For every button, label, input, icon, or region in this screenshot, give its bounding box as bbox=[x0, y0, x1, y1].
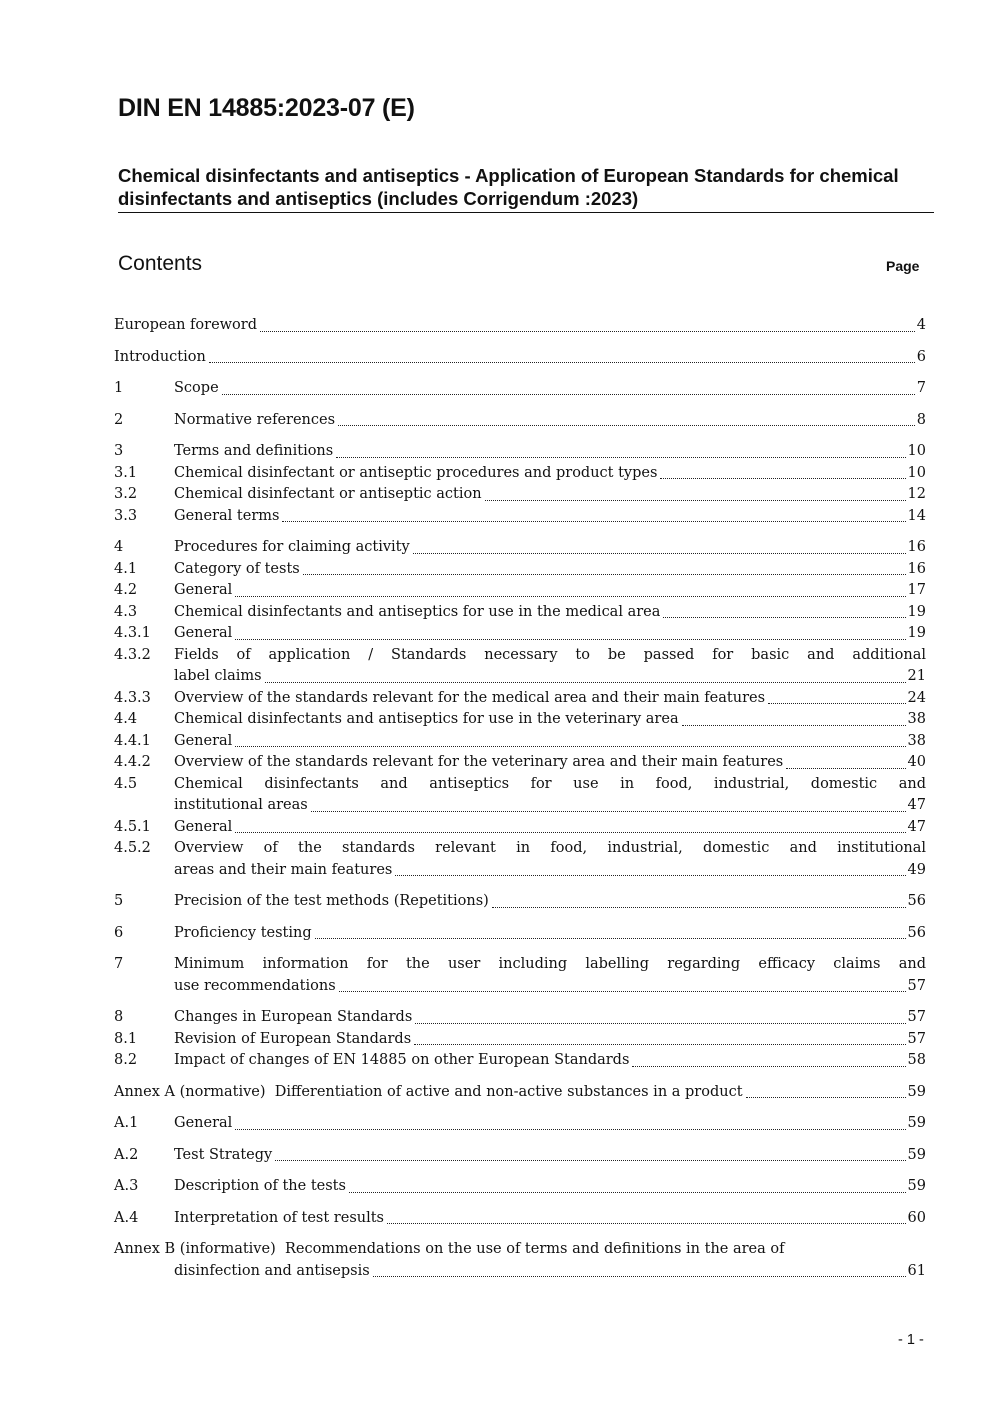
toc-page: 59 bbox=[907, 1178, 926, 1194]
toc-entry[interactable] bbox=[114, 347, 926, 369]
toc-page: 56 bbox=[907, 893, 926, 909]
toc-entry[interactable] bbox=[114, 731, 926, 753]
toc-entry[interactable] bbox=[114, 1176, 926, 1198]
toc-leader bbox=[492, 907, 906, 908]
toc-page: 58 bbox=[907, 1052, 926, 1068]
toc-title: Scope bbox=[174, 380, 219, 396]
toc-number: 4 bbox=[114, 539, 124, 555]
toc-title: Description of the tests bbox=[174, 1178, 346, 1194]
toc-leader bbox=[632, 1066, 905, 1067]
toc-leader bbox=[395, 875, 905, 876]
toc-title: Normative references bbox=[174, 411, 336, 428]
toc-title: Overview of the standards relevant for the veterinary area and their main features bbox=[174, 754, 784, 770]
toc-leader bbox=[265, 682, 906, 683]
toc-leader bbox=[373, 1276, 906, 1277]
toc-entry[interactable] bbox=[114, 1113, 926, 1135]
toc-title: Minimum information for the user including labelling regarding efficacy claims and bbox=[174, 956, 926, 972]
toc-leader bbox=[682, 725, 906, 726]
toc-entry[interactable] bbox=[114, 1050, 926, 1072]
toc-title: Introduction bbox=[114, 348, 206, 365]
toc-leader bbox=[786, 768, 905, 769]
toc-title: Terms and definitions bbox=[174, 443, 334, 459]
toc-entry[interactable] bbox=[114, 1007, 926, 1029]
toc-title: Chemical disinfectants and antiseptics for use in the medical area bbox=[174, 603, 661, 620]
toc-leader bbox=[746, 1097, 906, 1098]
toc-title: Overview of the standards relevant for the medical area and their main features bbox=[174, 689, 766, 706]
toc-number: 4.4.1 bbox=[114, 732, 151, 749]
toc-title: Changes in European Standards bbox=[174, 1009, 413, 1025]
toc-number: 6 bbox=[114, 924, 124, 941]
toc-number: 4.3.2 bbox=[114, 646, 151, 663]
toc-number: 7 bbox=[114, 956, 124, 972]
toc-title-continued: institutional areas bbox=[174, 797, 308, 813]
toc-title: General bbox=[174, 1115, 233, 1131]
toc-title: Overview of the standards relevant in food, industrial, domestic and institutional bbox=[174, 840, 926, 856]
toc-leader bbox=[222, 394, 915, 395]
toc-number: 4.4.2 bbox=[114, 754, 151, 770]
toc-title: Fields of application / Standards necessary to be passed for basic and additional bbox=[174, 646, 926, 663]
toc-number: 3.3 bbox=[114, 507, 138, 524]
toc-title: Chemical disinfectants and antiseptics for use in food, industrial, domestic and bbox=[174, 775, 926, 792]
toc-number: 1 bbox=[114, 380, 124, 396]
toc-leader bbox=[336, 457, 905, 458]
toc-leader bbox=[660, 478, 905, 479]
toc-title: European foreword bbox=[114, 317, 258, 333]
toc-number: 4.3 bbox=[114, 603, 138, 620]
toc-page: 16 bbox=[907, 539, 926, 555]
toc-title: Chemical disinfectant or antiseptic procedures and product types bbox=[174, 464, 658, 481]
toc-entry[interactable] bbox=[114, 315, 926, 337]
toc-page: 12 bbox=[907, 486, 926, 502]
toc-page: 19 bbox=[907, 603, 926, 620]
toc-number: A.4 bbox=[114, 1209, 139, 1226]
toc-entry[interactable] bbox=[114, 441, 926, 463]
toc-title: General bbox=[174, 625, 233, 641]
toc-number: 4.1 bbox=[114, 560, 138, 577]
toc-title: Proficiency testing bbox=[174, 924, 312, 941]
toc-title: Precision of the test methods (Repetitions) bbox=[174, 893, 489, 909]
toc-leader bbox=[209, 362, 915, 363]
toc-title: Chemical disinfectant or antiseptic action bbox=[174, 486, 482, 502]
toc-entry[interactable] bbox=[114, 580, 926, 602]
toc-number: 4.5 bbox=[114, 775, 138, 792]
page-number: - 1 - bbox=[898, 1332, 924, 1348]
toc-number: 8.1 bbox=[114, 1030, 138, 1047]
toc-number: 4.5.2 bbox=[114, 840, 151, 856]
toc-page: 16 bbox=[907, 560, 926, 577]
toc-entry[interactable] bbox=[114, 506, 926, 528]
toc-page: 38 bbox=[907, 711, 926, 727]
toc-leader bbox=[235, 746, 905, 747]
toc-page: 24 bbox=[907, 689, 926, 706]
toc-page: 21 bbox=[907, 668, 926, 684]
toc-page: 57 bbox=[907, 1009, 926, 1025]
toc-entry[interactable] bbox=[114, 752, 926, 774]
table-of-contents bbox=[114, 315, 926, 1282]
toc-title: Annex B (informative) Recommendations on the use of terms and definitions in the area of bbox=[114, 1241, 785, 1257]
page-column-label: Page bbox=[886, 258, 920, 274]
toc-entry[interactable] bbox=[114, 709, 926, 731]
toc-entry[interactable] bbox=[114, 838, 926, 881]
toc-number: 3.1 bbox=[114, 464, 138, 481]
toc-number: A.3 bbox=[114, 1178, 139, 1194]
toc-entry[interactable] bbox=[114, 410, 926, 432]
toc-title-continued: areas and their main features bbox=[174, 861, 393, 878]
toc-leader bbox=[414, 1044, 905, 1045]
toc-entry[interactable] bbox=[114, 923, 926, 945]
toc-number: 4.4 bbox=[114, 711, 138, 727]
toc-leader bbox=[339, 991, 906, 992]
toc-leader bbox=[338, 425, 915, 426]
toc-entry-annex[interactable] bbox=[114, 1239, 926, 1282]
toc-page: 47 bbox=[907, 818, 926, 835]
toc-title: Annex A (normative) Differentiation of active and non-active substances in a product bbox=[114, 1083, 743, 1100]
toc-number: 4.3.1 bbox=[114, 625, 151, 641]
toc-leader bbox=[282, 521, 905, 522]
toc-entry[interactable] bbox=[114, 645, 926, 688]
document-subtitle: Chemical disinfectants and antiseptics - Application of European Standards for chemical disinfectants and antiseptics (includes Corrigendum :2023) bbox=[118, 164, 934, 213]
toc-page: 14 bbox=[907, 507, 926, 524]
toc-number: 3.2 bbox=[114, 486, 138, 502]
toc-entry[interactable] bbox=[114, 378, 926, 400]
toc-page: 49 bbox=[907, 861, 926, 878]
toc-title-continued: disinfection and antisepsis bbox=[174, 1262, 370, 1279]
toc-page: 10 bbox=[907, 464, 926, 481]
toc-number: 4.5.1 bbox=[114, 818, 151, 835]
toc-title: Revision of European Standards bbox=[174, 1030, 412, 1047]
toc-entry[interactable] bbox=[114, 463, 926, 485]
toc-title: Impact of changes of EN 14885 on other European Standards bbox=[174, 1052, 630, 1068]
toc-page: 6 bbox=[916, 348, 926, 365]
toc-entry[interactable] bbox=[114, 817, 926, 839]
toc-page: 10 bbox=[907, 443, 926, 459]
toc-entry[interactable] bbox=[114, 602, 926, 624]
toc-entry[interactable] bbox=[114, 954, 926, 997]
toc-page: 59 bbox=[907, 1115, 926, 1131]
toc-entry[interactable] bbox=[114, 1029, 926, 1051]
toc-leader bbox=[485, 500, 906, 501]
toc-number: 8.2 bbox=[114, 1052, 138, 1068]
toc-title-continued: use recommendations bbox=[174, 977, 336, 994]
toc-leader bbox=[315, 938, 906, 939]
toc-leader bbox=[275, 1160, 905, 1161]
toc-page: 47 bbox=[907, 797, 926, 813]
toc-title: Chemical disinfectants and antiseptics for use in the veterinary area bbox=[174, 711, 679, 727]
toc-leader bbox=[311, 811, 906, 812]
toc-leader bbox=[235, 832, 905, 833]
toc-page: 60 bbox=[907, 1209, 926, 1226]
toc-title: Test Strategy bbox=[174, 1146, 273, 1163]
toc-leader bbox=[235, 1129, 905, 1130]
toc-page: 61 bbox=[907, 1262, 926, 1279]
toc-leader bbox=[260, 331, 915, 332]
toc-title: General bbox=[174, 582, 233, 598]
toc-number: A.1 bbox=[114, 1115, 139, 1131]
toc-title: General bbox=[174, 732, 233, 749]
toc-page: 57 bbox=[907, 1030, 926, 1047]
toc-title: Category of tests bbox=[174, 560, 300, 577]
toc-page: 8 bbox=[916, 411, 926, 428]
toc-page: 4 bbox=[916, 317, 926, 333]
document-title: DIN EN 14885:2023-07 (E) bbox=[118, 94, 415, 122]
toc-leader bbox=[235, 596, 905, 597]
toc-number: 4.2 bbox=[114, 582, 138, 598]
toc-entry[interactable] bbox=[114, 484, 926, 506]
toc-entry[interactable] bbox=[114, 559, 926, 581]
toc-leader bbox=[415, 1023, 905, 1024]
toc-title-continued: label claims bbox=[174, 668, 262, 684]
toc-entry[interactable] bbox=[114, 688, 926, 710]
toc-leader bbox=[768, 703, 906, 704]
toc-entry[interactable] bbox=[114, 891, 926, 913]
toc-page: 59 bbox=[907, 1146, 926, 1163]
toc-number: 5 bbox=[114, 893, 124, 909]
toc-page: 38 bbox=[907, 732, 926, 749]
toc-page: 17 bbox=[907, 582, 926, 598]
toc-page: 57 bbox=[907, 977, 926, 994]
toc-page: 56 bbox=[907, 924, 926, 941]
toc-number: 4.3.3 bbox=[114, 689, 151, 706]
toc-leader bbox=[235, 639, 905, 640]
toc-leader bbox=[303, 574, 906, 575]
toc-page: 40 bbox=[907, 754, 926, 770]
toc-title: Procedures for claiming activity bbox=[174, 539, 410, 555]
toc-entry[interactable] bbox=[114, 1145, 926, 1167]
toc-title: General bbox=[174, 818, 233, 835]
toc-entry[interactable] bbox=[114, 774, 926, 817]
toc-entry[interactable] bbox=[114, 537, 926, 559]
toc-page: 59 bbox=[907, 1083, 926, 1100]
toc-number: 8 bbox=[114, 1009, 124, 1025]
contents-heading: Contents bbox=[118, 252, 203, 275]
toc-page: 7 bbox=[916, 380, 926, 396]
toc-title: Interpretation of test results bbox=[174, 1209, 385, 1226]
toc-leader bbox=[413, 553, 906, 554]
toc-leader bbox=[387, 1223, 906, 1224]
toc-leader bbox=[663, 617, 905, 618]
toc-leader bbox=[349, 1192, 906, 1193]
toc-entry[interactable] bbox=[114, 623, 926, 645]
toc-number: 2 bbox=[114, 411, 124, 428]
toc-number: 3 bbox=[114, 443, 124, 459]
toc-number: A.2 bbox=[114, 1146, 139, 1163]
toc-title: General terms bbox=[174, 507, 280, 524]
toc-entry-annex[interactable] bbox=[114, 1082, 926, 1104]
toc-entry[interactable] bbox=[114, 1208, 926, 1230]
toc-page: 19 bbox=[907, 625, 926, 641]
